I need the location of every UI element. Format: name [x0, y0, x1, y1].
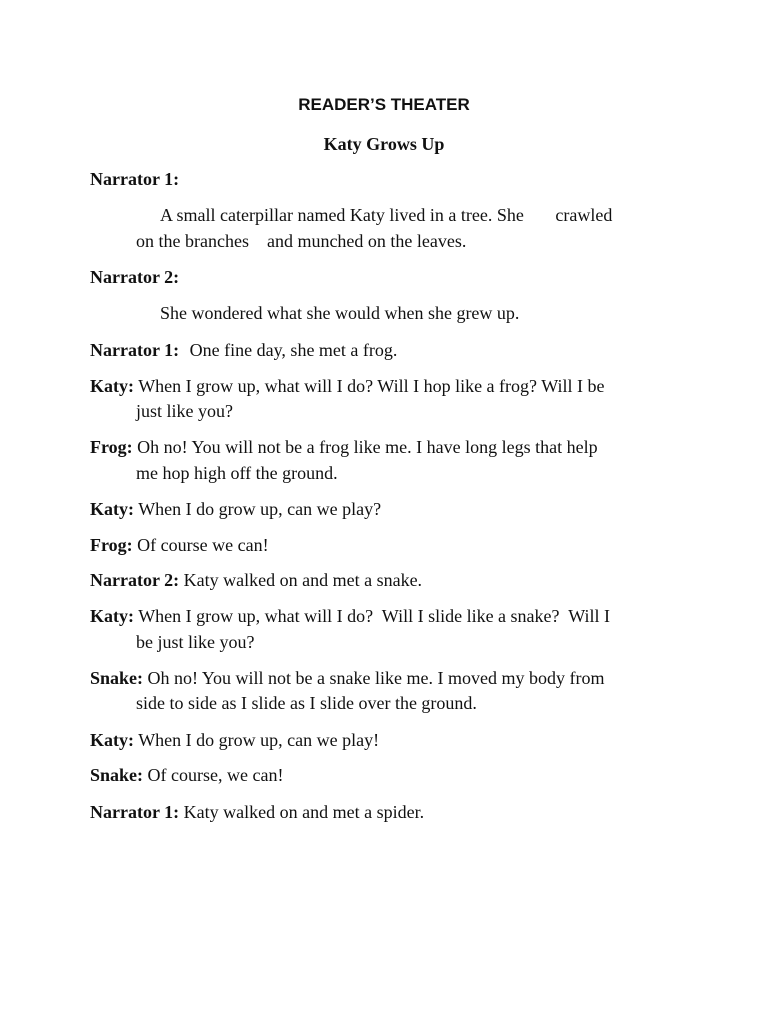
line-text: on the branches and munched on the leaves. [136, 231, 467, 251]
line-text: Oh no! You will not be a snake like me. I moved my body from [147, 668, 605, 688]
document-subtitle: Katy Grows Up [323, 134, 445, 154]
script-line [90, 496, 690, 522]
line-text: me hop high off the ground. [136, 463, 338, 483]
speaker-name: Katy: [90, 606, 134, 626]
line-text: When I do grow up, can we play! [138, 730, 380, 750]
script-line [90, 665, 690, 691]
script-line [90, 264, 690, 290]
line-text: Oh no! You will not be a frog like me. I have long legs that help [137, 437, 598, 457]
script-line [90, 373, 690, 399]
speaker-name: Narrator 2: [90, 267, 180, 287]
script-line [136, 398, 736, 424]
line-text: A small caterpillar named Katy lived in a tree. She crawled [160, 205, 613, 225]
script-line [90, 567, 690, 593]
speaker-name: Narrator 1: [90, 802, 180, 822]
document-title: READER’S THEATER [298, 95, 470, 114]
speaker-name: Snake: [90, 668, 144, 688]
line-text: Of course we can! [137, 535, 269, 555]
script-line [90, 727, 690, 753]
script-line [90, 434, 690, 460]
script-line [90, 532, 690, 558]
script-line [160, 300, 760, 326]
script-line [90, 799, 690, 825]
line-text: She wondered what she would when she grew up. [160, 303, 520, 323]
line-text: just like you? [136, 401, 233, 421]
line-text: Katy walked on and met a spider. [183, 802, 425, 822]
script-line [90, 603, 690, 629]
script-line [160, 202, 760, 228]
line-text: One fine day, she met a frog. [189, 340, 398, 360]
line-text: When I grow up, what will I do? Will I slide like a snake? Will I [138, 606, 610, 626]
line-text: When I do grow up, can we play? [138, 499, 382, 519]
script-line [136, 629, 736, 655]
speaker-name: Katy: [90, 376, 134, 396]
line-text: side to side as I slide as I slide over the ground. [136, 693, 477, 713]
speaker-name: Katy: [90, 730, 134, 750]
speaker-name: Frog: [90, 437, 133, 457]
script-line [90, 166, 690, 192]
line-text: When I grow up, what will I do? Will I hop like a frog? Will I be [138, 376, 605, 396]
line-text: Katy walked on and met a snake. [183, 570, 423, 590]
line-text: Of course, we can! [147, 765, 284, 785]
speaker-name: Narrator 2: [90, 570, 180, 590]
speaker-name: Narrator 1: [90, 169, 180, 189]
speaker-name: Narrator 1: [90, 340, 180, 360]
script-line [136, 460, 736, 486]
speaker-name: Katy: [90, 499, 134, 519]
speaker-name: Frog: [90, 535, 133, 555]
script-line [136, 228, 736, 254]
script-line [90, 337, 690, 363]
speaker-name: Snake: [90, 765, 144, 785]
line-text: be just like you? [136, 632, 255, 652]
script-line [90, 762, 690, 788]
script-line [136, 690, 736, 716]
